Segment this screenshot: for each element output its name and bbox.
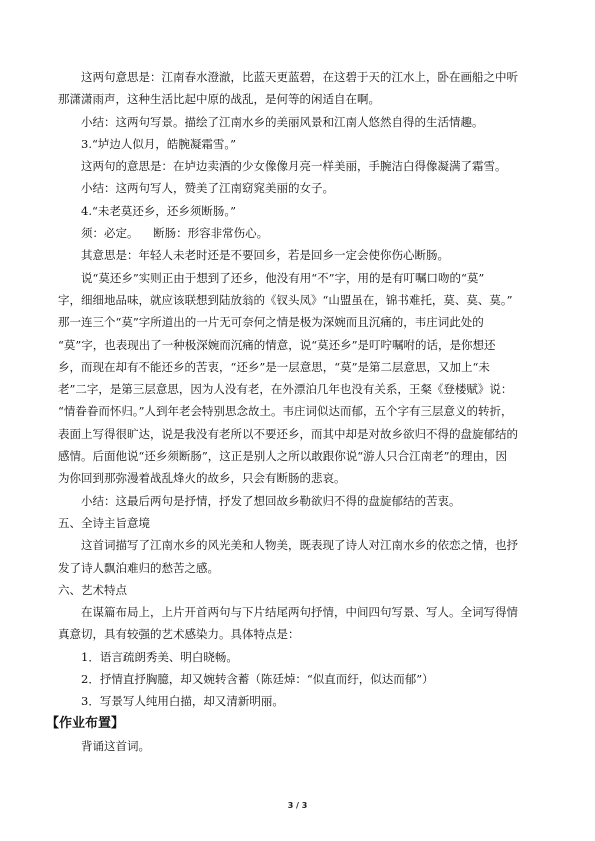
- paragraph-line: 表面上写得很旷达，说是我没有老所以不要还乡，而其中却是对故乡欲归不得的盘旋郁结的: [58, 426, 518, 441]
- paragraph-line: “莫”字，也表现出了一种极深婉而沉痛的情意，说“莫还乡”是叮咛嘱咐的话，是你想还: [58, 337, 496, 352]
- homework-heading: 【作业布置】: [46, 715, 125, 731]
- paragraph-line: 老”二字，是第三层意思，因为人没有老，在外漂泊几年也没有关系，王粲《登楼赋》说：: [58, 382, 513, 397]
- paragraph-line: “情眷眷而怀归。”人到年老会特别思念故土。韦庄词似达而郁，五个字有三层意义的转折，: [58, 404, 513, 419]
- verse-heading: 4.“未老莫还乡，还乡须断肠。”: [81, 203, 236, 218]
- page-content: [46, 66, 544, 757]
- glossary-line: 须：必定。 断肠：形容非常伤心。: [81, 226, 269, 241]
- summary-line: 小结：这两句写人，赞美了江南窈窕美丽的女子。: [81, 181, 334, 196]
- paragraph-line: 这两句的意思是：在垆边卖酒的少女像像月亮一样美丽，手腕洁白得像凝满了霜雪。: [81, 159, 507, 174]
- paragraph-line: 其意思是：年轻人未老时还是不要回乡，若是回乡一定会使你伤心断肠。: [81, 248, 449, 263]
- paragraph-line: 真意切，具有较强的艺术感染力。具体特点是：: [58, 627, 300, 642]
- paragraph-line: 为你回到那弥漫着战乱烽火的故乡，只会有断肠的悲哀。: [58, 471, 346, 486]
- paragraph-line: 字，细细地品味，就应该联想到陆放翁的《钗头凤》“山盟虽在，锦书难托，莫、莫、莫。”: [58, 292, 513, 307]
- list-item: 1．语言疏朗秀美、明白晓畅。: [81, 649, 238, 664]
- paragraph-line: 感情。后面他说“还乡须断肠”，这正是别人之所以敢跟你说“游人只合江南老”的理由，因: [58, 449, 508, 464]
- paragraph-line: 说“莫还乡”实则正由于想到了还乡，他没有用“不”字，用的是有叮嘱口吻的“莫”: [81, 270, 485, 285]
- paragraph-line: 乡，而现在却有不能还乡的苦衷，“还乡”是一层意思，“莫”是第二层意思，又加上“未: [58, 359, 490, 374]
- summary-line: 小结：这两句写景。描绘了江南水乡的美丽风景和江南人悠然自得的生活情趣。: [81, 114, 484, 129]
- paragraph-line: 这首词描写了江南水乡的风光美和人物美，既表现了诗人对江南水乡的依恋之情，也抒: [81, 538, 518, 553]
- homework-text: 背诵这首词。: [81, 738, 150, 753]
- list-item: 3．写景写人纯用白描，却又清新明丽。: [81, 694, 284, 709]
- paragraph-line: 在谋篇布局上，上片开首两句与下片结尾两句抒情，中间四句写景、写人。全词写得情: [81, 605, 518, 620]
- list-item: 2．抒情直抒胸臆，却又婉转含蓄（陈廷焯：“似直而纡，似达而郁”）: [81, 672, 434, 687]
- paragraph-line: 那一连三个“莫”字所道出的一片无可奈何之情是极为深婉而且沉痛的，韦庄词此处的: [58, 315, 484, 330]
- page-number: 3 / 3: [287, 801, 308, 810]
- section-heading: 六、艺术特点: [58, 582, 127, 597]
- paragraph-line: 这两句意思是：江南春水澄澈，比蓝天更蓝碧，在这碧于天的江水上，卧在画船之中听: [81, 70, 518, 84]
- summary-line: 小结：这最后两句是抒情，抒发了想回故乡勒欲归不得的盘旋郁结的苦衷。: [81, 493, 461, 508]
- section-heading: 五、全诗主旨意境: [58, 515, 150, 530]
- verse-heading: 3.“垆边人似月，皓腕凝霜雪。”: [81, 136, 236, 151]
- paragraph-line: 那潇潇雨声，这种生活比起中原的战乱，是何等的闲适自在啊。: [58, 92, 380, 107]
- paragraph-line: 发了诗人飘泊难归的愁苦之感。: [58, 560, 219, 575]
